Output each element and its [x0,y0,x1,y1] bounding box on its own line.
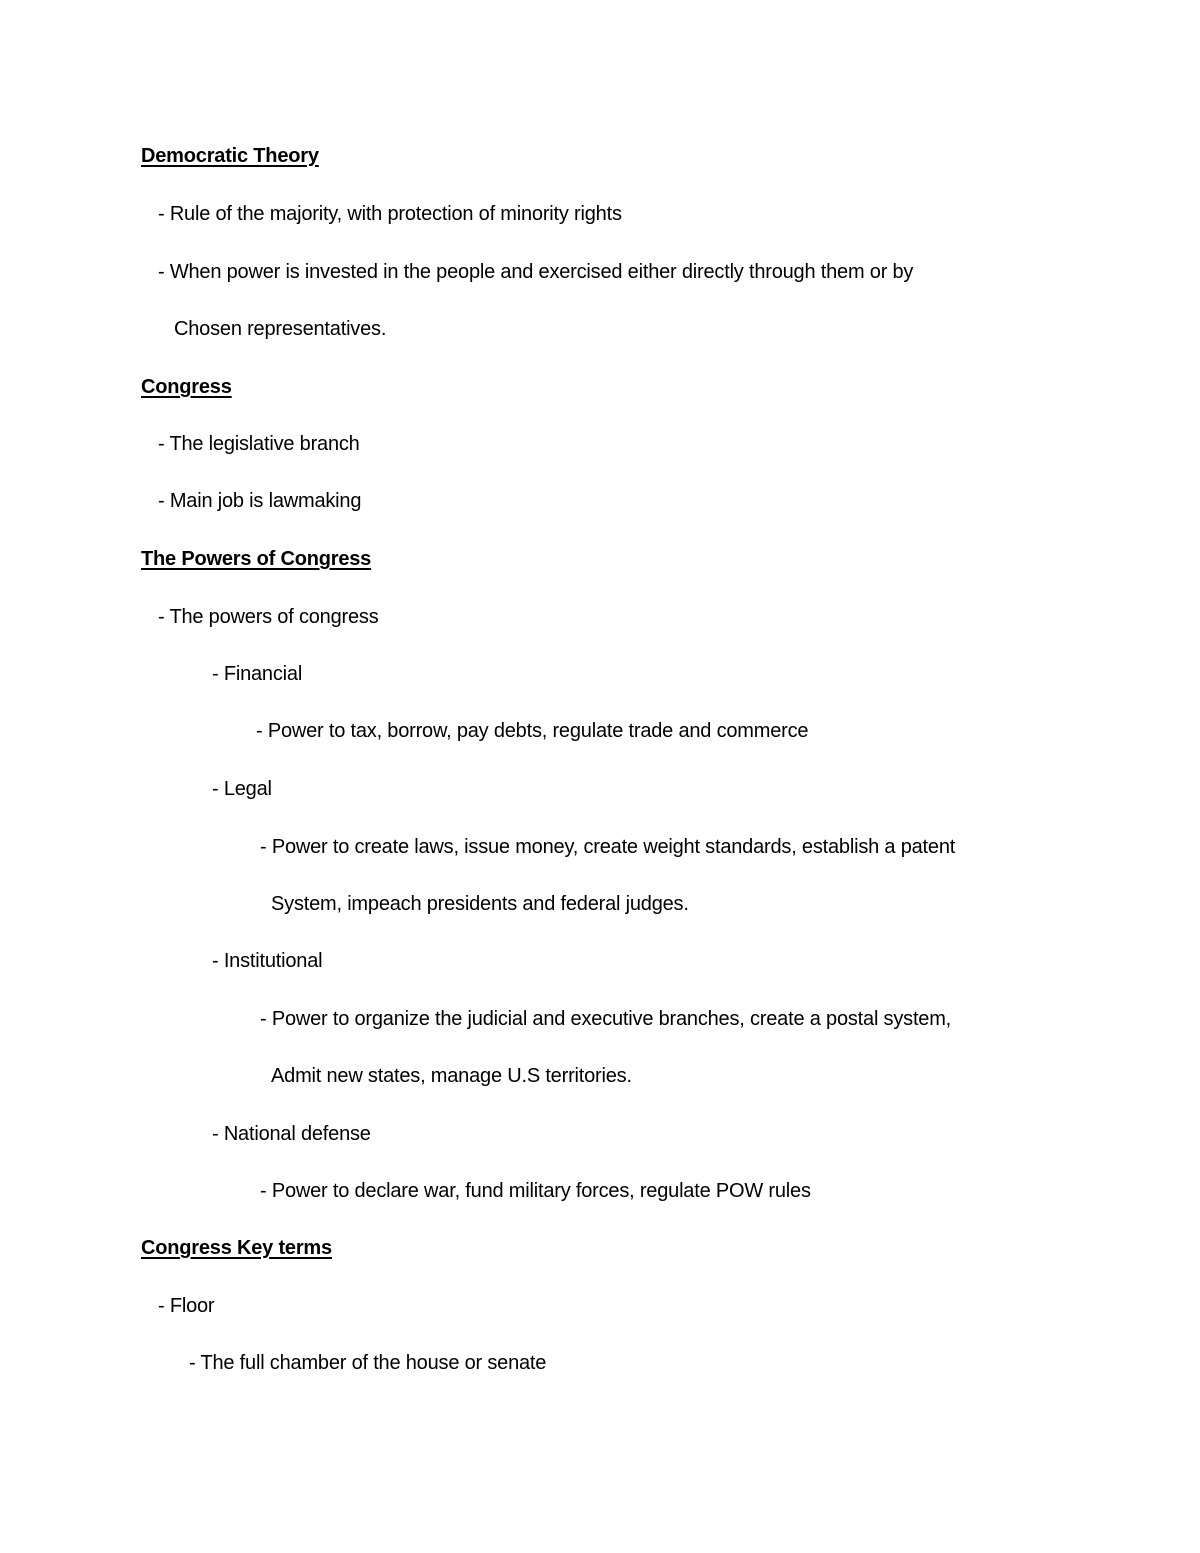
bullet-institutional-detail-continued: Admit new states, manage U.S territories. [271,1065,632,1087]
bullet-national-defense-detail: - Power to declare war, fund military forces, regulate POW rules [260,1180,811,1202]
bullet-majority-rule: - Rule of the majority, with protection of minority rights [158,203,622,225]
bullet-institutional-detail: - Power to organize the judicial and executive branches, create a postal system, [260,1008,952,1030]
bullet-floor: - Floor [158,1295,215,1317]
bullet-legal-detail-continued: System, impeach presidents and federal judges. [271,893,689,915]
bullet-legal-detail: - Power to create laws, issue money, create weight standards, establish a patent [260,836,956,858]
bullet-financial: - Financial [212,663,303,685]
bullet-national-defense: - National defense [212,1123,371,1145]
heading-powers-of-congress: The Powers of Congress [141,548,372,570]
bullet-power-invested: - When power is invested in the people and exercised either directly through them or by [158,261,914,283]
bullet-institutional: - Institutional [212,950,323,972]
heading-congress: Congress [141,376,232,398]
bullet-financial-detail: - Power to tax, borrow, pay debts, regulate trade and commerce [256,720,809,742]
bullet-floor-detail: - The full chamber of the house or senate [189,1352,547,1374]
bullet-lawmaking: - Main job is lawmaking [158,490,362,512]
bullet-legal: - Legal [212,778,272,800]
bullet-power-invested-continued: Chosen representatives. [174,318,387,340]
heading-congress-key-terms: Congress Key terms [141,1237,332,1259]
heading-democratic-theory: Democratic Theory [141,145,319,167]
bullet-powers-intro: - The powers of congress [158,606,379,628]
bullet-legislative-branch: - The legislative branch [158,433,360,455]
